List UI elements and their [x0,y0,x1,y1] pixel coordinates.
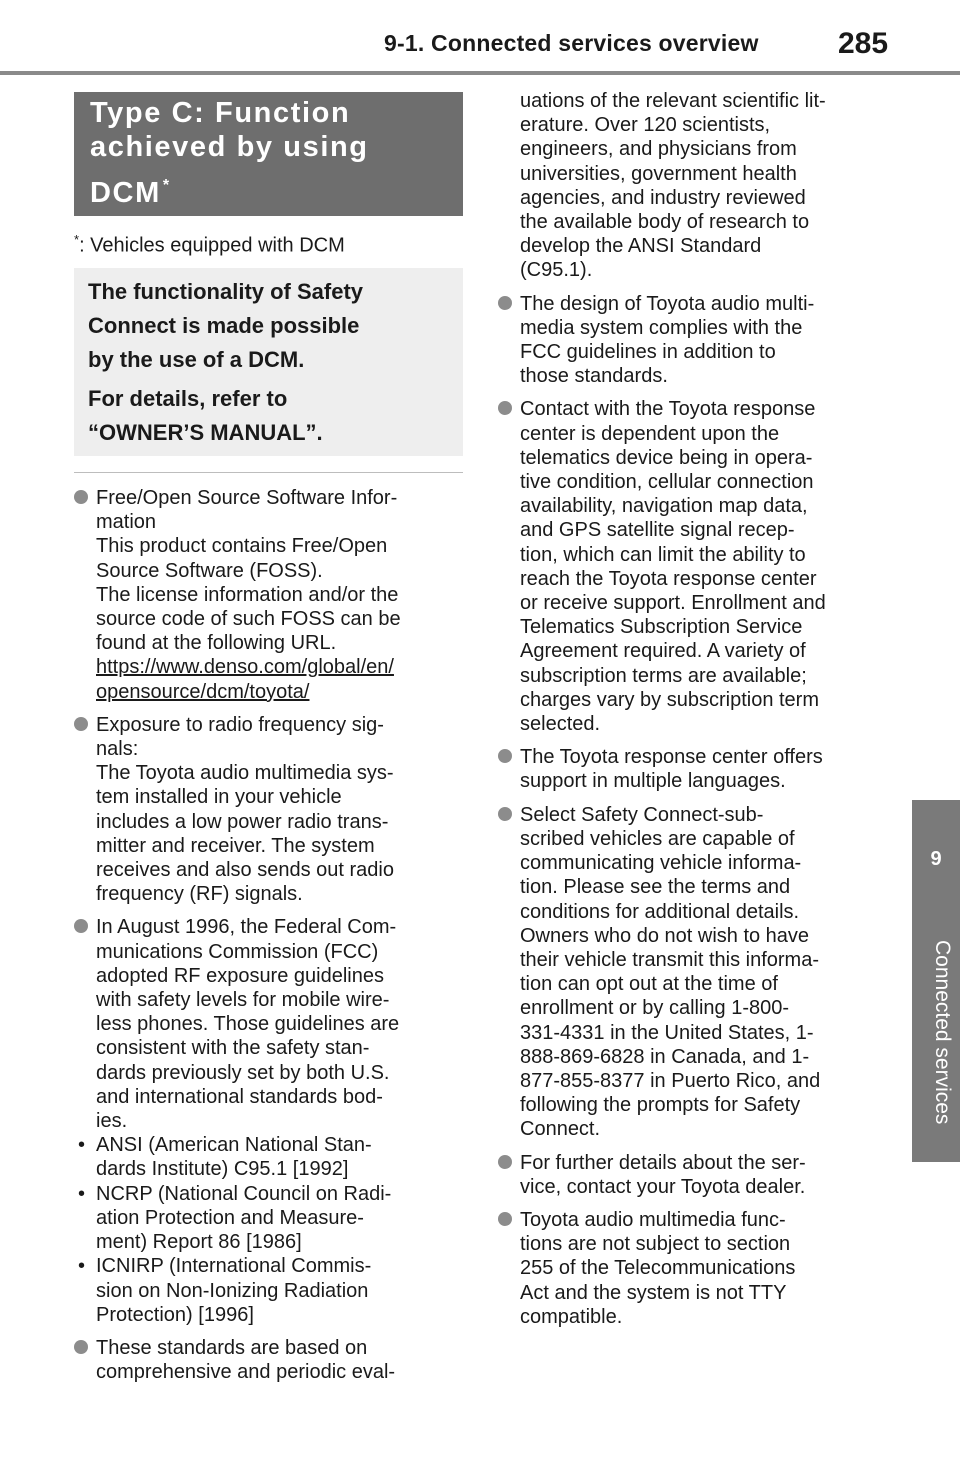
footnote-text: : Vehicles equipped with DCM [79,234,345,257]
bullet-line: The design of Toyota audio multi- [520,292,815,315]
divider [74,472,463,473]
header-divider [0,71,960,75]
bullet-line: mitter and receiver. The system [96,834,375,857]
bullet-dot-icon [498,296,512,310]
list-line: Protection) [1996] [96,1303,254,1326]
bullet-item [74,713,470,907]
heading-line: Type C: Function [90,97,351,129]
bullet-line: vice, contact your Toyota dealer. [520,1175,806,1198]
heading-line: achieved by using [90,131,369,163]
heading-line [90,168,171,211]
bullet-line: develop the ANSI Standard [520,235,762,258]
bullet-line: center is dependent upon the [520,422,780,445]
bullet-item [498,292,894,389]
bullet-dot-icon [74,1340,88,1354]
bullet-line: frequency (RF) signals. [96,883,303,906]
bullet-line: tive condition, cellular connection [520,471,814,494]
bullet-line: following the prompts for Safety [520,1094,801,1117]
type-c-heading-box [74,92,463,216]
bullet-line: 331-4331 in the United States, 1- [520,1021,814,1044]
bullet-item [74,486,470,704]
bullet-dot-icon [74,490,88,504]
list-line: dards Institute) C95.1 [1992] [96,1158,349,1181]
list-line: sion on Non-Ionizing Radiation [96,1279,369,1302]
bullet-line: the available body of research to [520,211,810,234]
bullet-line: tions are not subject to section [520,1233,791,1256]
bullet-line: and international standards bod- [96,1085,383,1108]
bullet-line: This product contains Free/Open [96,535,388,558]
bullet-dot-icon [498,1155,512,1169]
info-line: The functionality of Safety [88,279,364,304]
info-paragraph [88,382,449,450]
bullet-line: Free/Open Source Software Infor- [96,487,398,509]
bullet-line: The Toyota audio multimedia sys- [96,762,394,785]
bullet-line: conditions for additional details. [520,900,800,923]
bullet-line: Source Software (FOSS). [96,559,323,582]
bullet-line: nals: [96,738,139,761]
list-marker: • [78,1182,86,1205]
list-item [74,1254,470,1327]
list-marker: • [78,1255,86,1278]
bullet-line: Telematics Subscription Service [520,616,803,639]
bullet-line: tion. Please see the terms and [520,876,791,899]
bullet-line: adopted RF exposure guidelines [96,964,384,987]
bullet-line: selected. [520,713,601,736]
bullet-line: 877-855-8377 in Puerto Rico, and [520,1069,821,1092]
bullet-line: Connect. [520,1118,601,1141]
bullet-dot-icon [74,919,88,933]
bullet-item [498,1208,894,1329]
bullet-line: ies. [96,1110,128,1133]
bullet-line: These standards are based on [96,1336,368,1359]
bullet-line: communicating vehicle informa- [520,852,802,875]
bullet-dot-icon [498,401,512,415]
info-line: Connect is made possible [88,313,360,338]
bullet-line: availability, navigation map data, [520,495,808,518]
continued-paragraph [498,89,894,283]
standards-list [74,1133,470,1327]
bullet-item [74,1336,470,1384]
list-line: ment) Report 86 [1986] [96,1231,302,1254]
bullet-line: and GPS satellite signal recep- [520,519,795,542]
list-line: ation Protection and Measure- [96,1206,364,1229]
bullet-dot-icon [74,717,88,731]
bullet-line: tem installed in your vehicle [96,786,342,809]
bullet-line: mation [96,511,157,534]
list-line: ICNIRP (International Commis- [96,1255,372,1278]
heading-dcm: DCM [90,177,161,209]
bullet-dot-icon [498,807,512,821]
bullet-line: dards previously set by both U.S. [96,1061,390,1084]
bullet-line: charges vary by subscription term [520,688,820,711]
bullet-line: comprehensive and periodic eval- [96,1361,396,1384]
bullet-line: 888-869-6828 in Canada, and 1- [520,1045,810,1068]
bullet-line: Owners who do not wish to have [520,924,810,947]
bullet-line: tion can opt out at the time of [520,973,778,996]
bullet-line: For further details about the ser- [520,1151,806,1174]
bullet-item [74,915,470,1133]
chapter-label: Connected services [931,940,954,1125]
list-item [74,1182,470,1255]
bullet-line: Exposure to radio frequency sig- [96,713,384,736]
bullet-line: tion, which can limit the ability to [520,543,806,566]
bullet-line: less phones. Those guidelines are [96,1013,400,1036]
bullet-line: with safety levels for mobile wire- [96,989,390,1012]
bullet-line: subscription terms are available; [520,664,807,687]
chapter-number: 9 [930,848,942,870]
bullet-line: includes a low power radio trans- [96,810,389,833]
bullet-line: Act and the system is not TTY [520,1281,787,1304]
list-item [74,1133,470,1181]
bullet-line: engineers, and physicians from [520,138,797,161]
bullet-line: universities, government health [520,162,797,185]
bullet-line: source code of such FOSS can be [96,608,401,631]
bullet-line: uations of the relevant scientific lit- [520,90,826,112]
list-marker: • [78,1134,86,1157]
footnote-marker: * [74,232,80,247]
footnote [74,232,345,258]
bullet-line: 255 of the Telecommunications [520,1257,796,1280]
bullet-dot-icon [498,749,512,763]
bullet-line: Toyota audio multimedia func- [520,1208,786,1231]
bullet-line: The license information and/or the [96,583,399,606]
bullet-line: In August 1996, the Federal Com- [96,916,397,939]
bullet-line: found at the following URL. [96,632,337,655]
bullet-item [498,397,894,736]
bullet-line: compatible. [520,1305,623,1328]
right-column [498,89,894,1338]
bullet-line: consistent with the safety stan- [96,1037,370,1060]
bullet-line: FCC guidelines in addition to [520,341,776,364]
url-link[interactable]: https://www.denso.com/global/en/ [96,656,394,679]
url-link[interactable]: opensource/dcm/toyota/ [96,680,310,703]
bullet-item [498,745,894,793]
bullet-item [498,803,894,1142]
bullet-line: telematics device being in opera- [520,446,813,469]
bullet-line: erature. Over 120 scientists, [520,114,771,137]
bullet-line: receives and also sends out radio [96,859,394,882]
bullet-line: agencies, and industry reviewed [520,186,806,209]
bullet-line: support in multiple languages. [520,770,786,793]
page-number: 285 [838,27,889,60]
bullet-line: enrollment or by calling 1-800- [520,997,790,1020]
bullet-line: munications Commission (FCC) [96,940,379,963]
bullet-line: those standards. [520,365,668,388]
bullet-line: reach the Toyota response center [520,567,817,590]
bullet-line: (C95.1). [520,259,593,282]
bullet-line: Select Safety Connect-sub- [520,803,764,826]
list-line: NCRP (National Council on Radi- [96,1182,392,1205]
bullet-line: Agreement required. A variety of [520,640,806,663]
bullet-line: media system complies with the [520,316,803,339]
bullet-item [498,1151,894,1199]
info-paragraph [88,275,449,377]
bullet-line: Contact with the Toyota response [520,398,816,421]
info-line: by the use of a DCM. [88,347,305,372]
list-line: ANSI (American National Stan- [96,1134,372,1157]
bullet-line: their vehicle transmit this informa- [520,948,819,971]
bullet-line: scribed vehicles are capable of [520,827,795,850]
left-column [74,486,470,1393]
heading-asterisk: * [162,177,171,194]
bullet-line: or receive support. Enrollment and [520,592,826,615]
info-line: For details, refer to [88,386,288,411]
info-line: “OWNER’S MANUAL”. [88,420,323,445]
section-title: 9-1. Connected services overview [384,30,759,56]
bullet-line: The Toyota response center offers [520,746,823,769]
bullet-dot-icon [498,1212,512,1226]
info-box [74,268,463,456]
